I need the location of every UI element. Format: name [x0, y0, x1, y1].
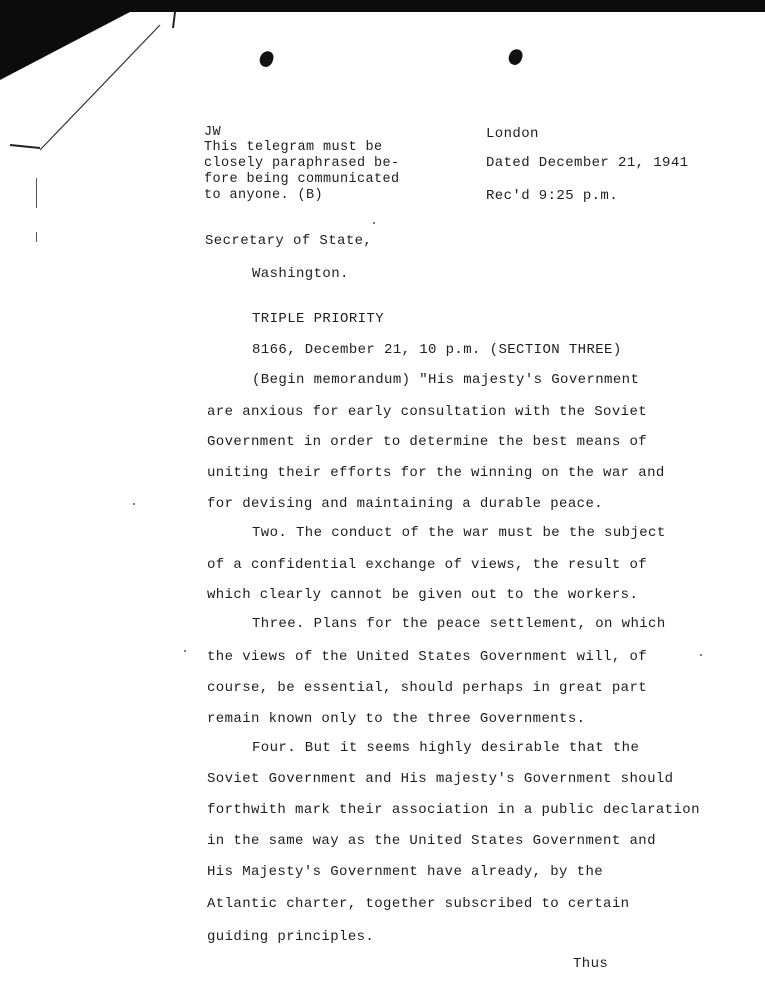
body-line: which clearly cannot be given out to the workers. — [207, 587, 639, 603]
dated-line: Dated December 21, 1941 — [486, 155, 689, 171]
scan-speck — [700, 654, 702, 656]
scan-mark — [36, 232, 37, 242]
body-line: guiding principles. — [207, 929, 375, 945]
body-line: in the same way as the United States Government and — [207, 833, 656, 849]
ink-blot — [507, 47, 525, 66]
addressee: Secretary of State, — [205, 233, 373, 249]
paraphrase-notice-line: closely paraphrased be- — [204, 156, 400, 171]
received-line: Rec'd 9:25 p.m. — [486, 188, 619, 204]
body-line: remain known only to the three Governments. — [207, 711, 586, 727]
paraphrase-notice-line: This telegram must be — [204, 140, 383, 155]
origin-place: London — [486, 126, 539, 142]
addressee-city: Washington. — [252, 266, 349, 282]
body-line: Two. The conduct of the war must be the subject — [252, 525, 666, 541]
paraphrase-notice-line: to anyone. (B) — [204, 188, 324, 203]
message-reference: 8166, December 21, 10 p.m. (SECTION THREE) — [252, 342, 622, 358]
body-line: His Majesty's Government have already, by the — [207, 864, 604, 880]
body-line: are anxious for early consultation with the Soviet — [207, 404, 648, 420]
scan-mark — [36, 178, 37, 208]
body-line: Four. But it seems highly desirable that the — [252, 740, 640, 756]
body-line: Government in order to determine the best means of — [207, 434, 648, 450]
body-line: of a confidential exchange of views, the result of — [207, 557, 648, 573]
body-line: (Begin memorandum) "His majesty's Government — [252, 372, 640, 388]
catchword: Thus — [573, 956, 609, 972]
body-line: Soviet Government and His majesty's Government should — [207, 771, 674, 787]
scan-speck — [133, 503, 135, 505]
body-line: Three. Plans for the peace settlement, on which — [252, 616, 666, 632]
priority-line: TRIPLE PRIORITY — [252, 311, 385, 327]
body-line: the views of the United States Government will, of — [207, 649, 648, 665]
body-line: Atlantic charter, together subscribed to certain — [207, 896, 630, 912]
folded-corner-edge — [0, 0, 200, 160]
body-line: uniting their efforts for the winning on the war and — [207, 465, 665, 481]
ink-blot — [258, 49, 276, 68]
paraphrase-notice-line: fore being communicated — [204, 172, 400, 187]
scan-speck — [373, 222, 375, 224]
body-line: for devising and maintaining a durable peace. — [207, 496, 604, 512]
body-line: course, be essential, should perhaps in great part — [207, 680, 648, 696]
sender-initials: JW — [204, 125, 222, 140]
body-line: forthwith mark their association in a public declaration — [207, 802, 700, 818]
scan-speck — [184, 650, 186, 652]
